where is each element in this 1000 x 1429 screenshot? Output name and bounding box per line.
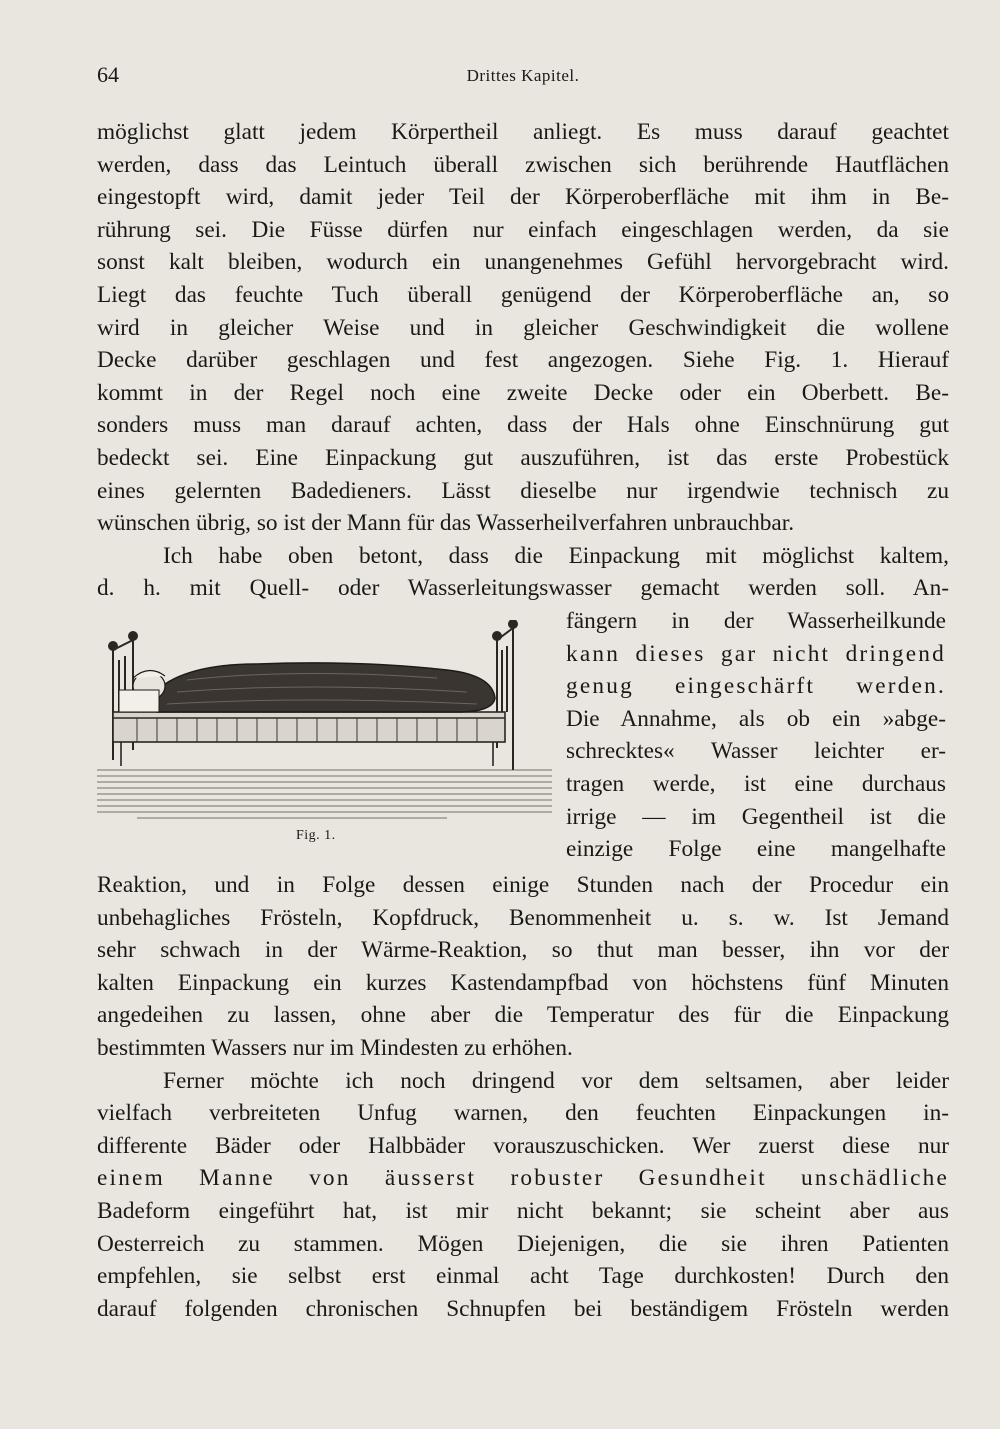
bed-illustration (97, 620, 555, 860)
text-line: tragen werde, ist eine durchaus (566, 770, 946, 797)
figure-caption: Fig. 1. (296, 828, 336, 843)
text-line: sehr schwach in der Wärme-Reaktion, so thut man besser, ihn vor der (97, 937, 949, 964)
text-line: Die Annahme, als ob ein »abge- (566, 705, 946, 732)
text-line: einzige Folge eine mangelhafte (566, 836, 946, 863)
text-line: Reaktion, und in Folge dessen einige Stunden nach der Procedur ein (97, 872, 949, 898)
footboard (493, 620, 517, 770)
text-line: d. h. mit Quell- oder Wasserleitungswasser gemacht werden soll. An- (97, 575, 949, 602)
text-line: irrige — im Gegentheil ist die (566, 803, 946, 830)
text-line: eingestopft wird, damit jeder Teil der Körperoberfläche mit ihm in Be- (97, 184, 949, 211)
text-line: unbehagliches Frösteln, Kopfdruck, Benommenheit u. s. w. Ist Jemand (97, 904, 949, 931)
text-line: kann dieses gar nicht dringend (566, 640, 946, 667)
text-line: eines gelernten Badedieners. Lässt dieselbe nur irgendwie technisch zu (97, 477, 949, 504)
text-line: Ich habe oben betont, dass die Einpackung mit möglichst kaltem, (163, 542, 949, 569)
text-line: vielfach verbreiteten Unfug warnen, den feuchten Einpackungen in- (97, 1100, 949, 1127)
text-line: bestimmten Wassers nur im Mindesten zu erhöhen. (97, 1034, 573, 1061)
text-line: kalten Einpackung ein kurzes Kastendampfbad von höchstens fünf Minuten (97, 969, 949, 996)
text-line: wird in gleicher Weise und in gleicher Geschwindigkeit die wollene (97, 314, 949, 341)
text-line: fängern in der Wasserheilkunde (566, 608, 946, 634)
text-line: genug eingeschärft werden. (566, 673, 946, 700)
text-block-bottom (97, 869, 949, 1325)
page-number: 64 (97, 62, 119, 87)
text-line: darauf folgenden chronischen Schnupfen bei beständigem Frösteln werden (97, 1295, 949, 1322)
text-line: sonst kalt bleiben, wodurch ein unangenehmes Gefühl hervorgebracht wird. (97, 249, 949, 276)
text-line: rührung sei. Die Füsse dürfen nur einfach eingeschlagen werden, da sie (97, 216, 949, 243)
text-block-beside-figure (566, 605, 949, 866)
text-line: Ferner möchte ich noch dringend vor dem seltsamen, aber leider (163, 1067, 949, 1094)
text-line: Decke darüber geschlagen und fest angezogen. Siehe Fig. 1. Hierauf (97, 347, 949, 374)
text-line: wünschen übrig, so ist der Mann für das Wasserheilverfahren unbrauchbar. (97, 510, 795, 537)
bed-frame (113, 712, 505, 766)
text-line: sonders muss man darauf achten, dass der Hals ohne Einschnürung gut (97, 412, 949, 439)
text-line: möglichst glatt jedem Körpertheil anliegt. Es muss darauf geachtet (97, 119, 949, 145)
text-line: bedeckt sei. Eine Einpackung gut auszuführen, ist das erste Probestück (97, 444, 949, 471)
text-line: werden, dass das Leintuch überall zwischen sich berührende Hautflächen (97, 151, 949, 178)
text-block-top (97, 116, 949, 605)
text-line: Liegt das feuchte Tuch überall genügend der Körperoberfläche an, so (97, 281, 949, 308)
text-line: kommt in der Regel noch eine zweite Decke oder ein Oberbett. Be- (97, 379, 949, 406)
page-header (97, 62, 949, 92)
text-line: angedeihen zu lassen, ohne aber die Temperatur des für die Einpackung (97, 1002, 949, 1029)
wrapped-patient (119, 663, 495, 712)
floor-hatching (97, 770, 552, 818)
text-line: Badeform eingeführt hat, ist mir nicht bekannt; sie scheint aber aus (97, 1197, 949, 1224)
text-line: schrecktes« Wasser leichter er- (566, 738, 946, 765)
text-line: Oesterreich zu stammen. Mögen Diejenigen, die sie ihren Patienten (97, 1230, 949, 1257)
text-line: einem Manne von äusserst robuster Gesundheit unschädliche (97, 1165, 949, 1192)
text-line: empfehlen, sie selbst erst einmal acht Tage durchkosten! Durch den (97, 1263, 949, 1290)
running-head: Drittes Kapitel. (466, 66, 580, 85)
text-line: differente Bäder oder Halbbäder vorauszuschicken. Wer zuerst diese nur (97, 1132, 949, 1159)
